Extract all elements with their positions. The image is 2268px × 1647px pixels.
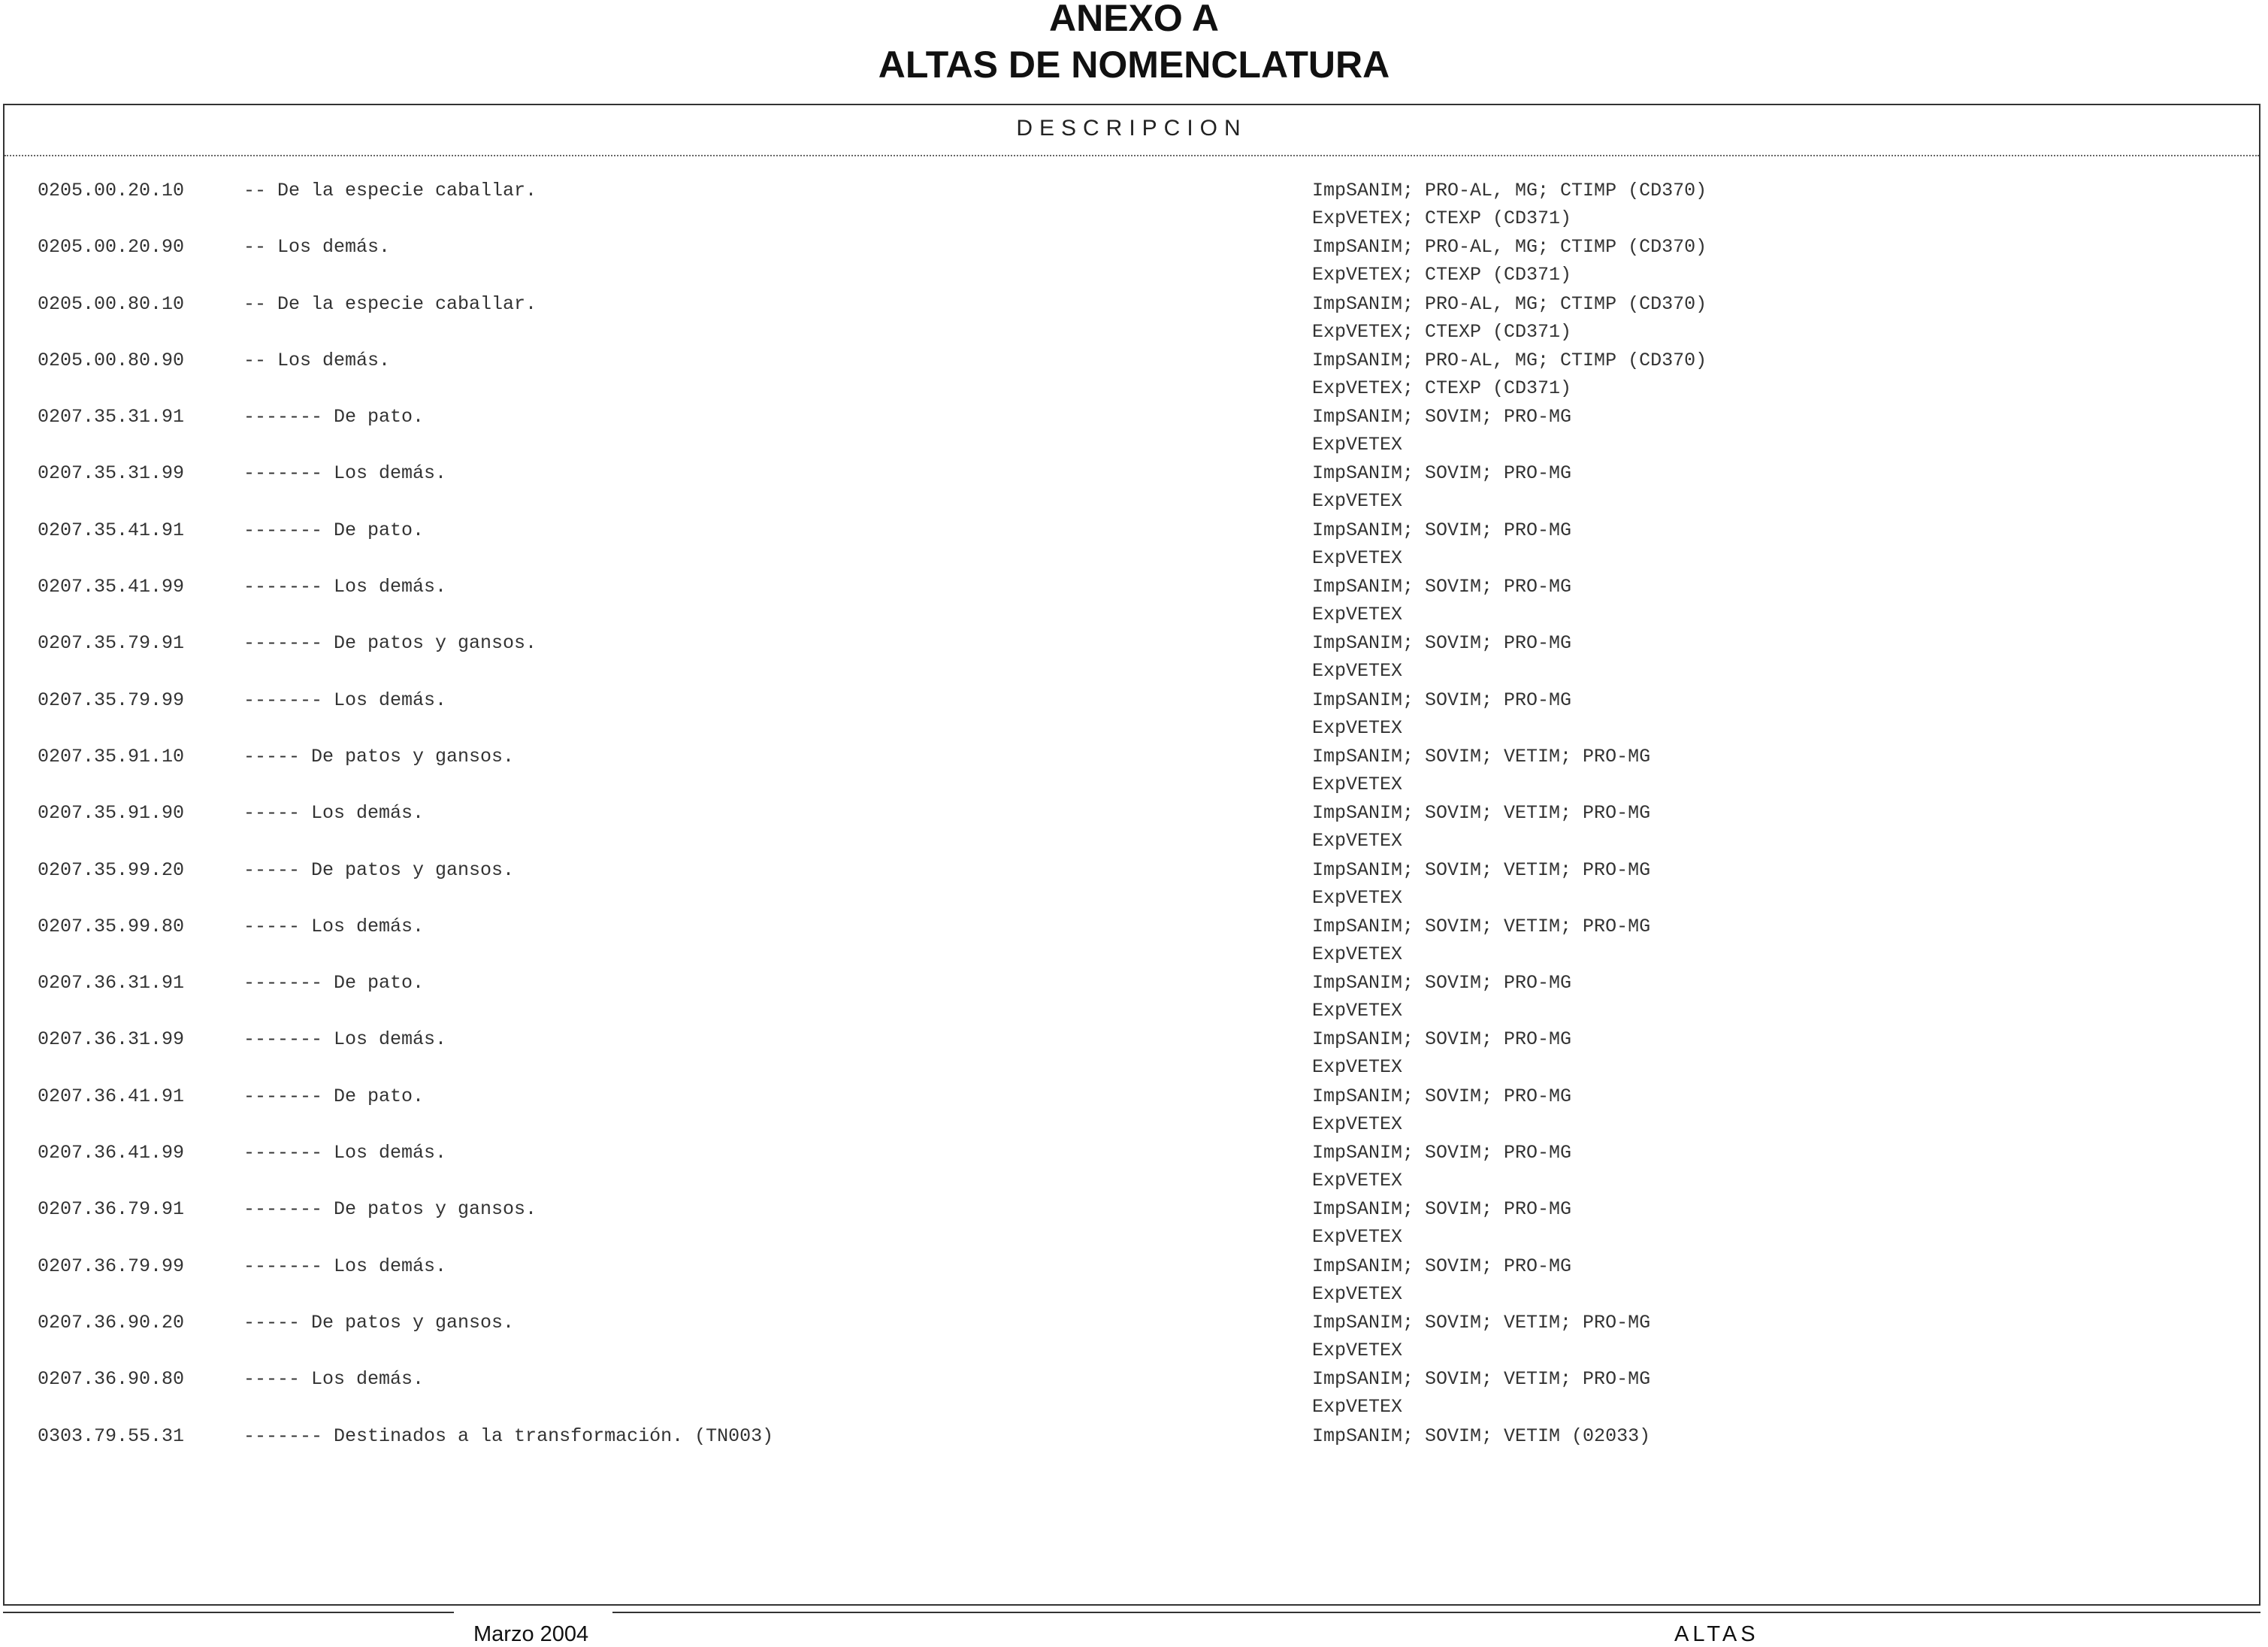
- import-measures: ImpSANIM; SOVIM; PRO-MG: [1312, 1198, 1572, 1221]
- item-description: ------- Los demás.: [243, 1255, 447, 1277]
- item-description: ----- Los demás.: [243, 802, 425, 825]
- tariff-code: 0207.35.99.20: [38, 858, 185, 881]
- import-measures: ImpSANIM; SOVIM; PRO-MG: [1312, 406, 1572, 428]
- table-row: [5, 1195, 2259, 1252]
- import-measures: ImpSANIM; SOVIM; VETIM; PRO-MG: [1312, 915, 1651, 937]
- tariff-code: 0207.36.41.99: [38, 1142, 185, 1164]
- tariff-code: 0207.35.99.80: [38, 915, 185, 937]
- export-measures: ExpVETEX: [1312, 490, 1403, 513]
- import-measures: ImpSANIM; PRO-AL, MG; CTIMP (CD370): [1312, 180, 1707, 201]
- export-measures: ExpVETEX: [1312, 1282, 1403, 1305]
- import-measures: ImpSANIM; SOVIM; PRO-MG: [1312, 689, 1572, 711]
- table-header: DESCRIPCION: [1016, 116, 1247, 141]
- item-description: ------- Los demás.: [243, 689, 447, 711]
- export-measures: ExpVETEX: [1312, 546, 1403, 569]
- table-row: [5, 290, 2259, 347]
- table-row: [5, 1082, 2259, 1139]
- import-measures: ImpSANIM; PRO-AL, MG; CTIMP (CD370): [1312, 292, 1707, 315]
- item-description: ------- De pato.: [243, 1085, 425, 1107]
- export-measures: ExpVETEX: [1312, 943, 1403, 965]
- table-row: [5, 856, 2259, 913]
- tariff-code: 0207.36.41.91: [38, 1085, 185, 1107]
- import-measures: ImpSANIM; SOVIM; PRO-MG: [1312, 632, 1572, 655]
- import-measures: ImpSANIM; SOVIM; PRO-MG: [1312, 576, 1572, 598]
- item-description: ----- Los demás.: [243, 915, 425, 937]
- table-row: [5, 1309, 2259, 1365]
- header-divider: [5, 155, 2259, 156]
- item-description: ----- De patos y gansos.: [243, 1311, 515, 1334]
- tariff-code: 0303.79.55.31: [38, 1424, 185, 1447]
- item-description: ------- De patos y gansos.: [243, 632, 537, 655]
- table-row: [5, 913, 2259, 969]
- item-description: ------- Los demás.: [243, 1028, 447, 1051]
- tariff-code: 0205.00.80.10: [38, 292, 185, 315]
- table-row: [5, 799, 2259, 855]
- tariff-code: 0207.35.41.99: [38, 576, 185, 598]
- tariff-code: 0205.00.80.90: [38, 349, 185, 371]
- tariff-code: 0207.35.91.10: [38, 745, 185, 767]
- import-measures: ImpSANIM; PRO-AL, MG; CTIMP (CD370): [1312, 236, 1707, 259]
- item-description: ------- De pato.: [243, 519, 425, 541]
- item-description: -- De la especie caballar.: [243, 180, 537, 201]
- import-measures: ImpSANIM; SOVIM; PRO-MG: [1312, 1255, 1572, 1277]
- table-row: [5, 403, 2259, 459]
- footer-date: Marzo 2004: [473, 1622, 589, 1646]
- import-measures: ImpSANIM; SOVIM; PRO-MG: [1312, 972, 1572, 995]
- export-measures: ExpVETEX: [1312, 604, 1403, 626]
- footer-rule-left: [3, 1612, 454, 1613]
- table-row: [5, 743, 2259, 799]
- export-measures: ExpVETEX: [1312, 886, 1403, 909]
- import-measures: ImpSANIM; SOVIM; PRO-MG: [1312, 519, 1572, 541]
- export-measures: ExpVETEX; CTEXP (CD371): [1312, 320, 1572, 343]
- tariff-code: 0207.36.79.91: [38, 1198, 185, 1221]
- export-measures: ExpVETEX: [1312, 830, 1403, 852]
- export-measures: ExpVETEX: [1312, 1226, 1403, 1249]
- tariff-code: 0207.35.31.99: [38, 462, 185, 485]
- export-measures: ExpVETEX: [1312, 716, 1403, 739]
- table-row: [5, 1422, 2259, 1479]
- import-measures: ImpSANIM; PRO-AL, MG; CTIMP (CD370): [1312, 349, 1707, 371]
- footer-section: ALTAS: [1674, 1622, 1759, 1646]
- item-description: ------- Los demás.: [243, 576, 447, 598]
- item-description: ----- De patos y gansos.: [243, 858, 515, 881]
- export-measures: ExpVETEX: [1312, 1000, 1403, 1022]
- export-measures: ExpVETEX: [1312, 1113, 1403, 1135]
- table-row: [5, 969, 2259, 1025]
- import-measures: ImpSANIM; SOVIM; VETIM; PRO-MG: [1312, 858, 1651, 881]
- tariff-code: 0207.36.90.80: [38, 1368, 185, 1391]
- table-body: [5, 177, 2259, 1479]
- item-description: ----- Los demás.: [243, 1368, 425, 1391]
- table-row: [5, 629, 2259, 686]
- export-measures: ExpVETEX: [1312, 660, 1403, 683]
- footer-rule-right: [1800, 1612, 2260, 1613]
- footer-rule-middle: [612, 1612, 1800, 1613]
- export-measures: ExpVETEX: [1312, 434, 1403, 456]
- table-row: [5, 1365, 2259, 1421]
- export-measures: ExpVETEX: [1312, 1396, 1403, 1418]
- import-measures: ImpSANIM; SOVIM; PRO-MG: [1312, 1028, 1572, 1051]
- table-row: [5, 1025, 2259, 1082]
- item-description: -- Los demás.: [243, 236, 391, 259]
- table-row: [5, 686, 2259, 743]
- table-row: [5, 177, 2259, 233]
- table-row: [5, 347, 2259, 403]
- item-description: ----- De patos y gansos.: [243, 745, 515, 767]
- export-measures: ExpVETEX: [1312, 773, 1403, 795]
- item-description: ------- De patos y gansos.: [243, 1198, 537, 1221]
- import-measures: ImpSANIM; SOVIM; PRO-MG: [1312, 1085, 1572, 1107]
- tariff-code: 0205.00.20.90: [38, 236, 185, 259]
- item-description: ------- Los demás.: [243, 462, 447, 485]
- tariff-code: 0207.36.90.20: [38, 1311, 185, 1334]
- export-measures: ExpVETEX; CTEXP (CD371): [1312, 207, 1572, 229]
- tariff-code: 0207.35.79.99: [38, 689, 185, 711]
- nomenclature-table: [3, 104, 2260, 1606]
- table-row: [5, 1139, 2259, 1195]
- import-measures: ImpSANIM; SOVIM; VETIM; PRO-MG: [1312, 745, 1651, 767]
- export-measures: ExpVETEX; CTEXP (CD371): [1312, 377, 1572, 399]
- import-measures: ImpSANIM; SOVIM; VETIM; PRO-MG: [1312, 1368, 1651, 1391]
- item-description: ------- De pato.: [243, 406, 425, 428]
- import-measures: ImpSANIM; SOVIM; PRO-MG: [1312, 462, 1572, 485]
- item-description: ------- Los demás.: [243, 1142, 447, 1164]
- export-measures: ExpVETEX: [1312, 1339, 1403, 1361]
- item-description: -- De la especie caballar.: [243, 292, 537, 315]
- tariff-code: 0207.36.79.99: [38, 1255, 185, 1277]
- table-row: [5, 516, 2259, 573]
- tariff-code: 0205.00.20.10: [38, 180, 185, 201]
- table-row: [5, 233, 2259, 289]
- import-measures: ImpSANIM; SOVIM; VETIM (02033): [1312, 1424, 1651, 1447]
- import-measures: ImpSANIM; SOVIM; PRO-MG: [1312, 1142, 1572, 1164]
- export-measures: ExpVETEX; CTEXP (CD371): [1312, 264, 1572, 286]
- table-row: [5, 459, 2259, 516]
- table-row: [5, 1252, 2259, 1309]
- item-description: -- Los demás.: [243, 349, 391, 371]
- tariff-code: 0207.36.31.99: [38, 1028, 185, 1051]
- export-measures: ExpVETEX: [1312, 1056, 1403, 1079]
- tariff-code: 0207.36.31.91: [38, 972, 185, 995]
- tariff-code: 0207.35.41.91: [38, 519, 185, 541]
- tariff-code: 0207.35.79.91: [38, 632, 185, 655]
- item-description: ------- Destinados a la transformación. (TN003): [243, 1424, 774, 1447]
- document-subtitle: ALTAS DE NOMENCLATURA: [878, 44, 1390, 86]
- tariff-code: 0207.35.31.91: [38, 406, 185, 428]
- tariff-code: 0207.35.91.90: [38, 802, 185, 825]
- import-measures: ImpSANIM; SOVIM; VETIM; PRO-MG: [1312, 1311, 1651, 1334]
- document-title: ANEXO A: [1049, 0, 1219, 39]
- table-row: [5, 573, 2259, 629]
- export-measures: ExpVETEX: [1312, 1170, 1403, 1192]
- item-description: ------- De pato.: [243, 972, 425, 995]
- import-measures: ImpSANIM; SOVIM; VETIM; PRO-MG: [1312, 802, 1651, 825]
